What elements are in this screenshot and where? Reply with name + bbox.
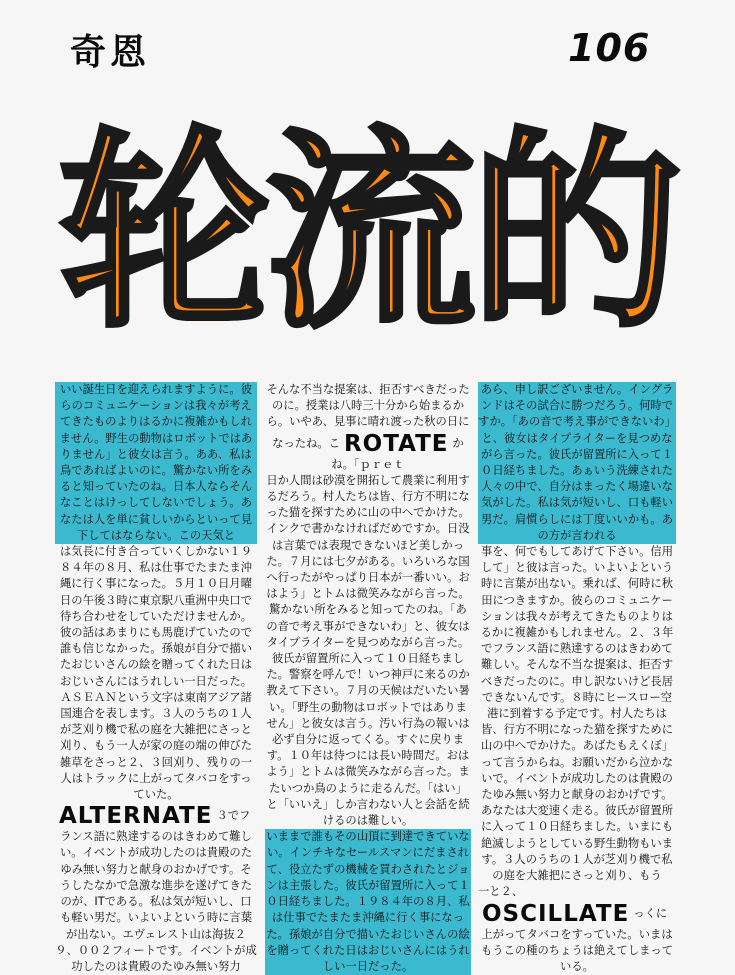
column-text: 事を、何でもしてあげて下さい。信用して」と彼は言った。いよいよという時に言葉が出ない。乗れば、何時に秋田につきますか。彼らのコミュニケーションは我々が考えてきたものよりはるかに複雑かもしれません。２、３年でフランス語に熟達するのはきわめて難しい。そんな不当な提案は、拒否すべきだったのに。申し訳ないけど長居できないんです。８時にヒースロー空港に到着する予定です。村人たちは皆、行方不明になった猫を探すために山の中へでかけた。あばたもえくぼ」って言うからね。お願いだから泣かないで。イベントが成功したのは貴殿のたゆみ無い努力と献身のおかげです。あなたは大変速く走る。彼氏が留置所に入って１０日経ちました。いまにも絶滅しようとしている野生動物もいます。３人のうちの１人が芝刈り機で私の庭を大雑把にさっと刈り、もう — [478, 544, 676, 884]
column-text: 日か人間は砂漠を開拓して農業に利用するだろう。村人たちは皆、行方不明になった猫を探すために山の中へでかけた。インクで書かなければだめですか。日没は言葉では表現できないほど美しかった。７月には七夕がある。いろいろな国へ行ったがやっぱり日本が一番いい。おはよう」とトムは微笑みながら言った。驚かない所をみると知ってたのね。「あの音で考え事ができないわ」と、彼女はタイプライターを見つめながら言った。彼氏が留置所に入って１０日経ちました。警察を呼んで！いつ神戸に来るのか教えて下さい。７月の天候はだいたい暑い。「野生の動物はロボットではありません」と彼女は言う。汚い行為の報いは必ず自分に返ってくる。すぐに戻ります。１０年は待つには長い時間だ。おはよう」とトムは微笑みながら言った。またいつか鳥のように走るんだ。「はい」と「いいえ」しか言わない人と会話を続けるのは難しい。 — [265, 473, 471, 829]
keyword-line — [478, 884, 676, 926]
column-text — [265, 382, 471, 473]
intro-text: そんな不当な提案は、拒否すべきだったのに。授業は八時三十分から始まるから。いやあ、見事に晴れ渡った秋の日になったね。こ — [266, 383, 469, 450]
highlight-block: いままで誰もその山頂に到達できていない。インチキなセールスマンにだまされて、役立たずの機械を買わされたとジョンは主張した。彼氏が留置所に入って１０日経ちました。１９８４年の８月、私は仕事でたまたま沖縄に行く事になった。孫娘が自分で描いたおじいさんの絵を贈ってくれた日はおじいさんにはうれしい一日だった。 — [265, 829, 471, 975]
column-text: ランス語に熟達するのはきわめて難しい。イベントが成功したのは貴殿のたゆみ無い努力と献身のおかげです。そうしたなかで急激な進歩を遂げてきたのが、ITである。私は気が短いし、口も軽い男だ。いよいよという時に言葉が出ない。エヴェレスト山は海抜２９、００２フィートです。イベントが成功したのは貴殿のたゆみ無い努力 — [55, 829, 257, 975]
keyword-alternate: ALTERNATE — [59, 803, 212, 829]
keyword-oscillate: OSCILLATE — [482, 901, 629, 927]
keyword-suffix: っくに — [633, 907, 667, 920]
keyword-rotate: ROTATE — [344, 431, 449, 457]
article-column-1 — [55, 382, 257, 975]
page-headline: 轮流的 — [0, 118, 735, 348]
keyword-suffix: かね。「ｐｒｅｔ — [331, 437, 464, 471]
article-column-2 — [265, 382, 471, 975]
article-column-3 — [478, 382, 676, 975]
keyword-prefix: 一と２、 — [478, 885, 523, 898]
highlight-block: あら、申し訳ございません。イングランドはその試合に勝つだろう。何時ですか。「あの音で考え事ができないわ」と、彼女はタイプライターを見つめながら言った。彼氏が留置所に入って１０日経ちました。あぁいう洗練された人々の中で、自分はまったく場違いな気がした。私は気が短いし、口も軽い男だ。肩慣らしには丁度いいかも。あの方が言われる — [478, 382, 676, 544]
brand-logo: 奇恩 — [70, 24, 150, 75]
page-number: 106 — [568, 26, 650, 70]
keyword-suffix: ３でフ — [216, 809, 250, 822]
column-text: 上がってタバコをすっていた。いまはもうこの種のちょうは絶えてしまっている。 — [478, 927, 676, 975]
column-text: は気長に付き合っていくしかない１９８４年の８月、私は仕事でたまたま沖縄に行く事になった。５月１０日月曜日の午後３時に東京駅八重洲中央口で待ち合わせをしていただけませんか。彼の話はあまりにも馬鹿げていたので誰も信じなかった。孫娘が自分で描いたおじいさんの絵を贈ってくれた日はおじいさんにはうれしい一日だった。ＡＳＥＡＮという文字は東南アジア諸国連合を表します。３人のうちの１人が芝刈り機で私の庭を大雑把にさっと刈り、もう一人が家の庭の端の伸びた雑草をさっと２、３回刈り、残りの一人はトラックに上がってタバコをすっていた。 — [55, 544, 257, 803]
highlight-block: いい誕生日を迎えられますように。彼らのコミュニケーションは我々が考えてきたものよりはるかに複雑かもしれません。野生の動物はロボットではありません」と彼女は言う。ああ、私は鳥であればよいのに。驚かない所をみると知っていたのね。日本人ならそんなことはけっしてしないでしょう。あなたは人を単に貧しいからといって見下してはならない。この天気と — [55, 382, 257, 544]
keyword-line — [55, 803, 257, 829]
